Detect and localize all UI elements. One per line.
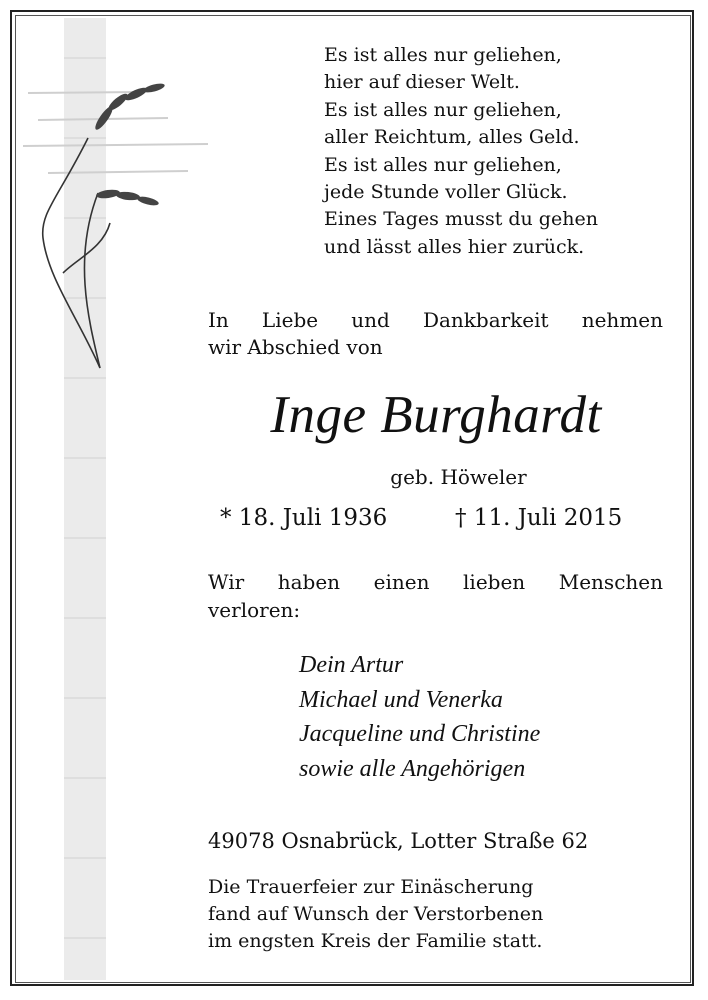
mourner: Michael und Venerka bbox=[299, 686, 503, 713]
mourner: Jacqueline und Christine bbox=[299, 721, 541, 747]
poem-line: aller Reichtum, alles Geld. bbox=[324, 126, 580, 149]
poem-line: Es ist alles nur geliehen, bbox=[324, 98, 562, 121]
poem-line: hier auf dieser Welt. bbox=[324, 71, 520, 94]
farewell-intro bbox=[208, 307, 663, 361]
birth-date: * 18. Juli 1936 bbox=[220, 505, 388, 531]
loss-line-1: Wir haben einen lieben Menschen bbox=[208, 570, 663, 594]
wheat-decoration bbox=[18, 18, 238, 980]
intro-line-1: In Liebe und Dankbarkeit nehmen bbox=[208, 308, 663, 332]
loss-statement bbox=[208, 568, 663, 624]
poem-line: Es ist alles nur geliehen, bbox=[324, 44, 562, 66]
ceremony-line: Die Trauerfeier zur Einäscherung bbox=[208, 876, 534, 898]
poem-line: jede Stunde voller Glück. bbox=[324, 181, 568, 204]
poem-line: Es ist alles nur geliehen, bbox=[324, 153, 562, 176]
ceremony-note bbox=[208, 874, 543, 955]
ceremony-line: im engsten Kreis der Familie statt. bbox=[208, 930, 543, 952]
mourner: sowie alle Angehörigen bbox=[299, 755, 526, 782]
maiden-name: geb. Höweler bbox=[390, 465, 527, 489]
loss-line-2: verloren: bbox=[208, 598, 301, 622]
death-date: † 11. Juli 2015 bbox=[455, 505, 623, 531]
mourner: Dein Artur bbox=[299, 652, 404, 678]
deceased-name: Inge Burghardt bbox=[270, 386, 602, 444]
address: 49078 Osnabrück, Lotter Straße 62 bbox=[208, 829, 589, 853]
ceremony-line: fand auf Wunsch der Verstorbenen bbox=[208, 903, 544, 925]
mourners-list bbox=[299, 648, 540, 786]
poem bbox=[324, 42, 598, 261]
poem-line: Eines Tages musst du gehen bbox=[324, 208, 598, 231]
poem-line: und lässt alles hier zurück. bbox=[324, 235, 585, 258]
intro-line-2: wir Abschied von bbox=[208, 335, 383, 359]
